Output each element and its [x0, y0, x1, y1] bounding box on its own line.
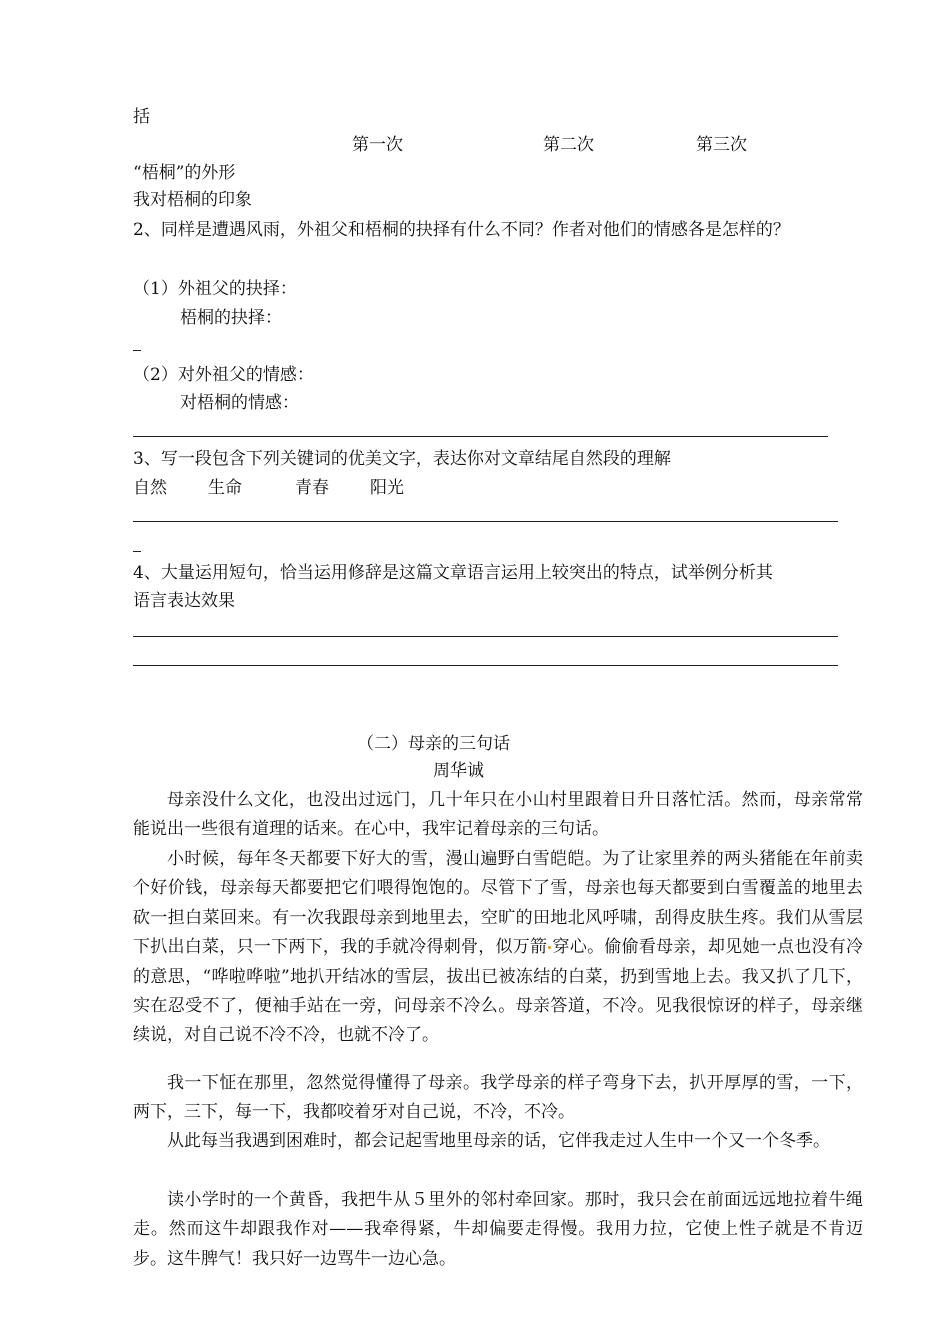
- question-2: 2、同样是遭遇风雨，外祖父和梧桐的抉择有什么不同？作者对他们的情感各是怎样的？: [133, 220, 790, 240]
- table-row-impression: 我对梧桐的印象: [133, 190, 252, 210]
- paragraph-2-part-1: 小时候，每年冬天都要下好大的雪，漫山遍野白雪皑皑。为了让家里养的两头猪能在年前卖个好价钱，母亲每天都要把它们喂得饱饱的。尽管下了雪，母亲也每天都要到白雪覆盖的地里去砍一担白菜回来。有一次我跟母亲到地里去，空旷的田地北风呼啸，刮得皮肤生疼。我们从雪层下扒出白菜，只一下两下，我的手就冷得刺骨，似万箭: [133, 849, 863, 958]
- answer-line[interactable]: [133, 636, 838, 637]
- question-4-line-2: 语言表达效果: [133, 591, 235, 611]
- keyword-youth: 青春: [295, 478, 329, 498]
- answer-grandfather-feeling: （2）对外祖父的情感：: [133, 365, 314, 385]
- question-4-line-1: 4、大量运用短句，恰当运用修辞是这篇文章语言运用上较突出的特点，试举例分析其: [133, 563, 773, 583]
- answer-wutong-choice: 梧桐的抉择：: [180, 308, 282, 328]
- table-header-second: 第二次: [543, 135, 594, 155]
- article-paragraph-4: 从此每当我遇到困难时，都会记起雪地里母亲的话，它伴我走过人生中一个又一个冬季。: [167, 1131, 830, 1151]
- article-author: 周华诚: [433, 761, 484, 781]
- answer-line-marker: [133, 350, 141, 351]
- article-paragraph-3: 我一下怔在那里，忽然觉得懂得了母亲。我学母亲的样子弯身下去，扒开厚厚的雪，一下，两下，三下，每一下，我都咬着牙对自己说，不冷，不冷。: [133, 1073, 863, 1123]
- keyword-sunshine: 阳光: [370, 478, 404, 498]
- keyword-life: 生命: [208, 478, 242, 498]
- table-row-shape: “梧桐”的外形: [133, 163, 236, 183]
- answer-grandfather-choice: （1）外祖父的抉择：: [133, 279, 297, 299]
- keyword-nature: 自然: [133, 478, 167, 498]
- article-paragraph-1: 母亲没什么文化，也没出过远门，几十年只在小山村里跟着日升日落忙活。然而，母亲常常能说出一些很有道理的话来。在心中，我牢记着母亲的三句话。: [133, 790, 863, 840]
- article-title: （二）母亲的三句话: [357, 734, 510, 754]
- table-header-third: 第三次: [696, 135, 747, 155]
- emphasis-dot: [548, 946, 551, 949]
- article-paragraph-5: 读小学时的一个黄昏，我把牛从５里外的邻村牵回家。那时，我只会在前面远远地拉着牛绳走。然而这牛却跟我作对——我牵得紧，牛却偏要走得慢。我用力拉，它使上性子就是不肯迈步。这牛脾气！我只好一边骂牛一边心急。: [133, 1190, 863, 1269]
- answer-line[interactable]: [133, 665, 838, 666]
- answer-line[interactable]: [133, 521, 838, 522]
- answer-wutong-feeling: 对梧桐的情感：: [180, 393, 299, 413]
- paragraph-2-part-2: 穿心。偷偷看母亲，却见她一点也没有冷的意思，“哗啦哗啦”地扒开结冰的雪层，拔出已被冻结的白菜，扔到雪地上去。我又扒了几下，实在忍受不了，便袖手站在一旁，问母亲不冷么。母亲答道，不冷。见我很惊讶的样子，母亲继续说，对自己说不冷不冷，也就不冷了。: [133, 937, 864, 1046]
- fragment-text: 括: [133, 107, 150, 127]
- table-header-first: 第一次: [352, 135, 403, 155]
- article-paragraph-2: [133, 845, 863, 1051]
- answer-line-marker: [133, 551, 141, 552]
- question-3: 3、写一段包含下列关键词的优美文字，表达你对文章结尾自然段的理解: [133, 449, 671, 469]
- answer-line[interactable]: [133, 436, 828, 437]
